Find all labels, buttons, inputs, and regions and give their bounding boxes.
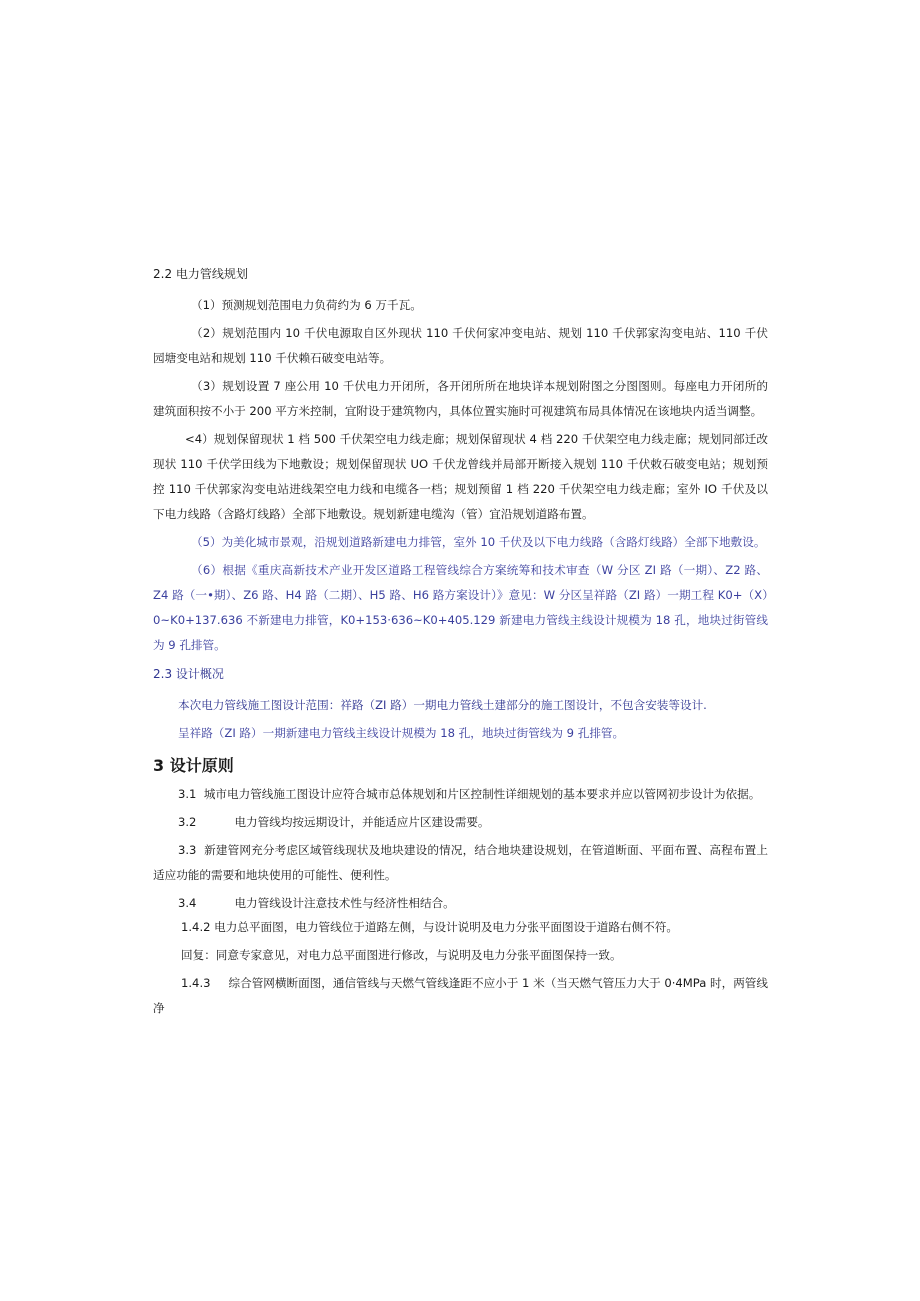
section-2-2-heading: 2.2 电力管线规划 <box>153 267 248 281</box>
list-item-3-3 <box>153 838 768 888</box>
list-text: 城市电力管线施工图设计应符合城市总体规划和片区控制性详细规划的基本要求并应以管网初步设计为依据。 <box>203 787 761 801</box>
list-text: 电力管线均按远期设计，并能适应片区建设需要。 <box>234 815 490 829</box>
list-number: 3.4 <box>178 896 197 910</box>
list-number: 3.1 <box>178 787 197 801</box>
section-2-3-heading: 2.3 设计概况 <box>153 667 224 681</box>
paragraph-2-2-6: （6）根据《重庆高新技术产业开发区道路工程管线综合方案统筹和技术审查（W 分区 ZI 路（一期）、Z2 路、Z4 路（一•期）、Z6 路、H4 路（二期）、H5 路、H6 路方案设计）》意见：W 分区呈祥路（ZI 路）一期工程 K0+（X）0~K0+137.636 不新建电力排管，K0+153·636~K0+405.129 新建电力管线主线设计规模为 18 孔，地块过街管线为 9 孔排管。 <box>153 563 768 652</box>
list-item-3-4 <box>153 891 768 916</box>
document-page <box>153 262 768 1024</box>
list-item-3-1 <box>153 782 768 807</box>
list-text: 电力管线设计注意技术性与经济性相结合。 <box>234 896 455 910</box>
review-reply: 回复：同意专家意见，对电力总平面图进行修改，与说明及电力分张平面图保持一致。 <box>181 948 622 962</box>
list-number: 1.4.3 <box>181 976 211 990</box>
paragraph-2-2-2: （2）规划范围内 10 千伏电源取自区外现状 110 千伏何家冲变电站、规划 110 千伏郭家沟变电站、110 千伏园塘变电站和规划 110 千伏赖石破变电站等。 <box>153 326 768 365</box>
paragraph-2-2-5: （5）为美化城市景观，沿规划道路新建电力排管，室外 10 千伏及以下电力线路（含路灯线路）全部下地敷设。 <box>191 535 766 549</box>
paragraph-2-2-1: （1）预测规划范围电力负荷约为 6 万千瓦。 <box>191 298 422 312</box>
paragraph-2-2-4: <4）规划保留现状 1 档 500 千伏架空电力线走廊；规划保留现状 4 档 220 千伏架空电力线走廊；规划同部迁改现状 110 千伏学田线为下地敷设；规划保留现状 UO 千伏龙曾线并局部开断接入规划 110 千伏敕石破变电站；规划预控 110 千伏郭家沟变电站进线架空电力线和电缆各一档；规划预留 1 档 220 千伏架空电力线走廊；室外 IO 千伏及以下电力线路（含路灯线路）全部下地敷设。规划新建电缆沟（管）宜沿规划道路布置。 <box>153 432 768 521</box>
list-number: 3.3 <box>178 843 197 857</box>
list-number: 3.2 <box>178 815 197 829</box>
paragraph-2-3-1: 本次电力管线施工图设计范围：祥路（ZI 路）一期电力管线土建部分的施工图设计，不包含安装等设计. <box>178 698 707 712</box>
paragraph-2-2-3: （3）规划设置 7 座公用 10 千伏电力开闭所，各开闭所所在地块详本规划附图之分图图则。每座电力开闭所的建筑面积按不小于 200 平方米控制，宜附设于建筑物内，具体位置实施时可视建筑布局具体情况在该地块内适当调整。 <box>153 379 768 418</box>
paragraph-2-3-2: 呈祥路（ZI 路）一期新建电力管线主线设计规模为 18 孔，地块过街管线为 9 孔排管。 <box>178 726 625 740</box>
section-3-heading: 3 设计原则 <box>153 756 234 775</box>
list-text: 综合管网横断面图，通信管线与天燃气管线逢距不应小于 1 米（当天燃气管压力大于 0·4MPa 时，两管线净 <box>153 976 768 1015</box>
list-text: 新建管网充分考虑区域管线现状及地块建设的情况，结合地块建设规划，在管道断面、平面布置、高程布置上适应功能的需要和地块使用的可能性、便利性。 <box>153 843 768 882</box>
review-item-1-4-3 <box>153 971 768 1021</box>
review-item-1-4-2: 1.4.2 电力总平面图，电力管线位于道路左侧，与设计说明及电力分张平面图设于道路右侧不符。 <box>181 920 678 934</box>
list-item-3-2 <box>153 810 768 835</box>
